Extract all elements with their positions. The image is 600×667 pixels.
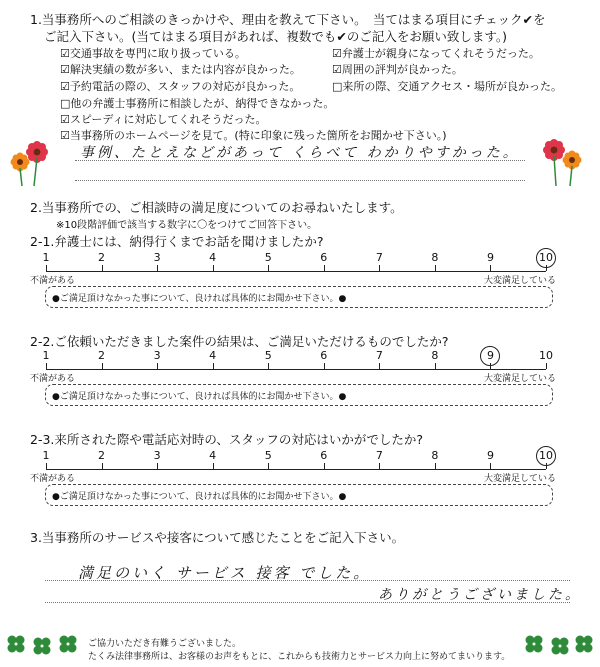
- q1-answer-line-2: [75, 180, 525, 181]
- scale-option-10[interactable]: 10: [539, 449, 553, 462]
- scale-option-4[interactable]: 4: [209, 449, 217, 462]
- q1-option-reputation[interactable]: ☑周囲の評判が良かった。: [332, 63, 463, 76]
- scale-option-9[interactable]: 9: [486, 349, 494, 362]
- clover-left-icon: [4, 628, 82, 664]
- footer-thanks: ご協力いただき有難うございました。: [88, 639, 242, 649]
- scale-option-7[interactable]: 7: [375, 349, 383, 362]
- scale-option-10[interactable]: 10: [539, 251, 553, 264]
- scale-option-10[interactable]: 10: [539, 349, 553, 362]
- scale-option-7[interactable]: 7: [375, 449, 383, 462]
- q1-title-line2: ご記入下さい。(当てはまる項目があれば、複数でも✔のご記入をお願い致します。): [44, 29, 507, 44]
- scale-line: [46, 271, 546, 272]
- scale-high-label: 大変満足している: [484, 474, 557, 484]
- flower-left-icon: [6, 138, 56, 188]
- scale-option-4[interactable]: 4: [209, 251, 217, 264]
- scale-option-5[interactable]: 5: [264, 251, 272, 264]
- scale-option-2[interactable]: 2: [98, 251, 106, 264]
- q3-title: 3.当事務所のサービスや接客について感じたことをご記入下さい。: [30, 530, 405, 545]
- q2-3-scale: [0, 448, 600, 482]
- scale-high-label: 大変満足している: [484, 374, 557, 384]
- flower-right-icon: [538, 138, 588, 188]
- scale-option-1[interactable]: 1: [42, 349, 50, 362]
- scale-low-label: 不満がある: [30, 374, 76, 384]
- q1-title-line1: 1.当事務所へのご相談のきっかけや、理由を教えて下さい。 当てはまる項目にチェック✔を: [30, 12, 546, 27]
- scale-option-2[interactable]: 2: [98, 349, 106, 362]
- q2-3-comment-box[interactable]: [45, 484, 553, 506]
- scale-high-label: 大変満足している: [484, 276, 557, 286]
- scale-option-3[interactable]: 3: [153, 449, 161, 462]
- q1-option-traffic[interactable]: ☑交通事故を専門に取り扱っている。: [60, 47, 246, 60]
- scale-option-3[interactable]: 3: [153, 349, 161, 362]
- q1-option-phone-staff[interactable]: ☑予約電話の際の、スタッフの対応が良かった。: [60, 80, 301, 93]
- q1-option-homepage[interactable]: ☑当事務所のホームページを見て。(特に印象に残った箇所をお聞かせ下さい。): [60, 129, 447, 142]
- q3-answer-line-1: [45, 580, 570, 581]
- scale-line: [46, 469, 546, 470]
- scale-option-8[interactable]: 8: [431, 251, 439, 264]
- q2-3-title: 2-3.来所された際や電話応対時の、スタッフの対応はいかがでしたか?: [30, 432, 424, 447]
- scale-option-3[interactable]: 3: [153, 251, 161, 264]
- scale-option-1[interactable]: 1: [42, 449, 50, 462]
- scale-option-1[interactable]: 1: [42, 251, 50, 264]
- scale-option-9[interactable]: 9: [486, 449, 494, 462]
- scale-option-2[interactable]: 2: [98, 449, 106, 462]
- q1-option-speedy[interactable]: ☑スピーディに対応してくれそうだった。: [60, 113, 267, 126]
- q2-1-comment-box[interactable]: [45, 286, 553, 308]
- selected-rating-circle: [536, 446, 556, 466]
- scale-low-label: 不満がある: [30, 276, 76, 286]
- q2-2-scale: [0, 348, 600, 382]
- scale-option-8[interactable]: 8: [431, 349, 439, 362]
- q1-option-results[interactable]: ☑解決実績の数が多い、または内容が良かった。: [60, 63, 301, 76]
- scale-option-6[interactable]: 6: [320, 251, 328, 264]
- selected-rating-circle: [480, 346, 500, 366]
- q2-3-comment-prompt: ●ご満足頂けなかった事について、良ければ具体的にお聞かせ下さい。●: [52, 492, 347, 502]
- scale-option-5[interactable]: 5: [264, 449, 272, 462]
- q2-title: 2.当事務所での、ご相談時の満足度についてのお尋ねいたします。: [30, 200, 403, 215]
- q2-2-title: 2-2.ご依頼いただきました案件の結果は、ご満足いただけるものでしたか?: [30, 334, 449, 349]
- q1-option-access[interactable]: □来所の際、交通アクセス・場所が良かった。: [332, 80, 563, 93]
- footer-message: たくみ法律事務所は、お客様のお声をもとに、これからも技術力とサービス力向上に努めてまいります。: [88, 652, 511, 662]
- scale-option-6[interactable]: 6: [320, 349, 328, 362]
- q3-handwritten-line2: ありがとうございました。: [378, 587, 582, 603]
- scale-option-7[interactable]: 7: [375, 251, 383, 264]
- clover-right-icon: [520, 628, 598, 664]
- q3-answer-line-2: [45, 602, 570, 603]
- q1-option-attentive[interactable]: ☑弁護士が親身になってくれそうだった。: [332, 47, 540, 60]
- scale-low-label: 不満がある: [30, 474, 76, 484]
- q2-1-scale: [0, 250, 600, 284]
- q1-option-other-office[interactable]: □他の弁護士事務所に相談したが、納得できなかった。: [60, 97, 335, 110]
- scale-line: [46, 369, 546, 370]
- scale-option-9[interactable]: 9: [486, 251, 494, 264]
- q1-answer-line-1: [75, 160, 525, 161]
- q2-1-title: 2-1.弁護士には、納得行くまでお話を聞けましたか?: [30, 234, 324, 249]
- q2-note: ※10段階評価で該当する数字に〇をつけてご回答下さい。: [56, 220, 318, 231]
- scale-option-6[interactable]: 6: [320, 449, 328, 462]
- scale-option-5[interactable]: 5: [264, 349, 272, 362]
- q1-handwritten-answer: 事例、たとえなどがあって くらべて わかりやすかった。: [80, 145, 520, 161]
- q3-handwritten-line1: 満足のいく サービス 接客 でした。: [78, 564, 372, 582]
- selected-rating-circle: [536, 248, 556, 268]
- q2-2-comment-box[interactable]: [45, 384, 553, 406]
- q2-1-comment-prompt: ●ご満足頂けなかった事について、良ければ具体的にお聞かせ下さい。●: [52, 294, 347, 304]
- q2-2-comment-prompt: ●ご満足頂けなかった事について、良ければ具体的にお聞かせ下さい。●: [52, 392, 347, 402]
- scale-option-8[interactable]: 8: [431, 449, 439, 462]
- scale-tick: [546, 363, 547, 369]
- scale-option-4[interactable]: 4: [209, 349, 217, 362]
